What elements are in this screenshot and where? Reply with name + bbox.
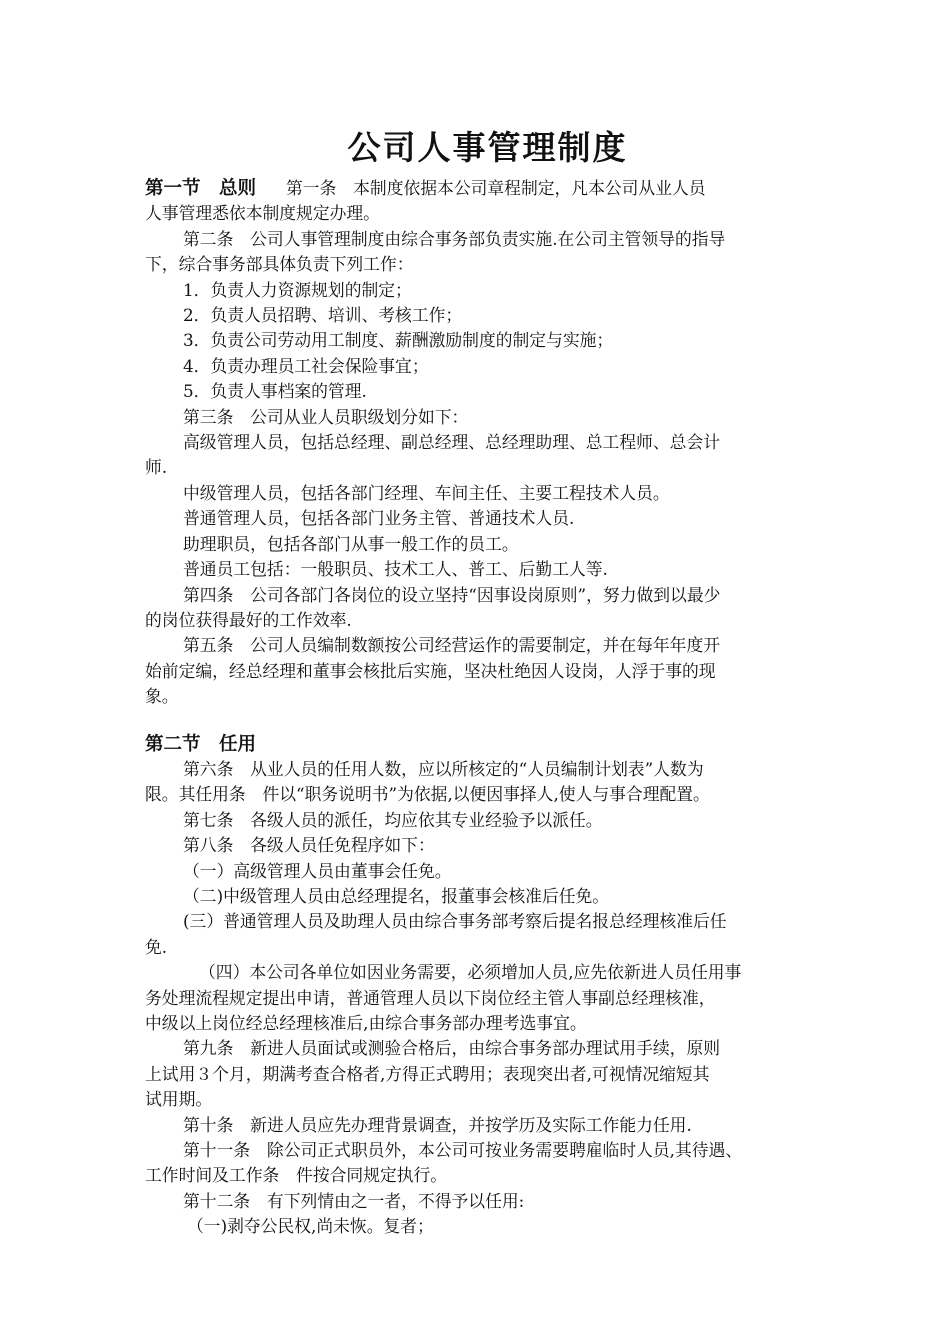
paragraph-line: 第八条 各级人员任免程序如下：	[183, 835, 435, 856]
paragraph-line: 人事管理悉依本制度规定办理。	[145, 203, 380, 224]
paragraph-line: 免.	[145, 936, 168, 957]
document-page	[145, 120, 810, 1240]
paragraph-line: 第三条 公司从业人员职级划分如下：	[183, 406, 469, 427]
paragraph-line: 第七条 各级人员的派任，均应依其专业经验予以派任。	[183, 809, 603, 830]
paragraph-line: 第十一条 除公司正式职员外，本公司可按业务需要聘雇临时人员,其待遇、	[183, 1140, 743, 1161]
paragraph-line: 上试用３个月，期满考查合格者,方得正式聘用；表现突出者,可视情况缩短其	[145, 1063, 710, 1084]
paragraph-line: 师.	[145, 457, 168, 478]
document-title: 公司人事管理制度	[347, 128, 628, 167]
paragraph-line: 工作时间及工作条 件按合同规定执行。	[145, 1165, 448, 1186]
paragraph-line: 象。	[145, 686, 179, 707]
article-1-start: 第一条 本制度依据本公司章程制定，凡本公司从业人员	[286, 178, 706, 198]
list-item: （四）本公司各单位如因业务需要，必须增加人员,应先依新进人员任用事	[199, 962, 742, 983]
list-item: （一）高级管理人员由董事会任免。	[183, 860, 452, 881]
paragraph-line: 试用期。	[145, 1089, 213, 1110]
paragraph-line: 第十二条 有下列情由之一者，不得予以任用:	[183, 1190, 525, 1211]
paragraph-line: 限。其任用条 件以“职务说明书”为依据,以便因事择人,使人与事合理配置。	[145, 784, 710, 805]
paragraph-line: 第四条 公司各部门各岗位的设立坚持“因事设岗原则”，努力做到以最少	[183, 584, 721, 605]
paragraph-line: 下，综合事务部具体负责下列工作：	[145, 254, 414, 275]
section1-first-line	[145, 176, 810, 201]
list-item: （一)剥夺公民权,尚未恢。复者；	[187, 1216, 434, 1237]
paragraph-line: 助理职员，包括各部门从事一般工作的员工。	[183, 533, 519, 554]
paragraph-line: 务处理流程规定提出申请，普通管理人员以下岗位经主管人事副总经理核准，	[145, 987, 716, 1008]
paragraph-line: 第九条 新进人员面试或测验合格后，由综合事务部办理试用手续，原则	[183, 1038, 721, 1059]
paragraph-line: 始前定编，经总经理和董事会核批后实施，坚决杜绝因人设岗，人浮于事的现	[145, 660, 716, 681]
paragraph-line: 第五条 公司人员编制数额按公司经营运作的需要制定，并在每年年度开	[183, 635, 721, 656]
list-item: (三）普通管理人员及助理人员由综合事务部考察后提名报总经理核准后任	[183, 911, 727, 932]
paragraph-line: 普通员工包括：一般职员、技术工人、普工、后勤工人等.	[183, 559, 608, 580]
paragraph-line: 的岗位获得最好的工作效率.	[145, 609, 352, 630]
paragraph-line: 中级以上岗位经总经理核准后,由综合事务部办理考选事宜。	[145, 1013, 587, 1033]
list-item: （二)中级管理人员由总经理提名，报董事会核准后任免。	[183, 885, 610, 906]
paragraph-line: 第六条 从业人员的任用人数，应以所核定的“人员编制计划表”人数为	[183, 758, 704, 779]
section1-heading: 第一节 总则	[145, 178, 257, 199]
paragraph-line: 第十条 新进人员应先办理背景调查，并按学历及实际工作能力任用.	[183, 1114, 692, 1135]
list-item: 3．负责公司劳动用工制度、薪酬激励制度的制定与实施；	[183, 330, 614, 351]
paragraph-line: 普通管理人员，包括各部门业务主管、普通技术人员.	[183, 508, 575, 529]
paragraph-line: 高级管理人员，包括总经理、副总经理、总经理助理、总工程师、总会计	[183, 432, 721, 453]
section2-heading: 第二节 任用	[145, 733, 257, 755]
paragraph-line: 中级管理人员，包括各部门经理、车间主任、主要工程技术人员。	[183, 482, 670, 503]
paragraph-line: 第二条 公司人事管理制度由综合事务部负责实施.在公司主管领导的指导	[183, 228, 726, 249]
section-spacer	[145, 710, 810, 732]
list-item: 1．负责人力资源规划的制定；	[183, 279, 412, 300]
list-item: 5．负责人事档案的管理.	[183, 381, 367, 402]
list-item: 4．负责办理员工社会保险事宜；	[183, 355, 429, 376]
list-item: 2．负责人员招聘、培训、考核工作；	[183, 305, 463, 326]
